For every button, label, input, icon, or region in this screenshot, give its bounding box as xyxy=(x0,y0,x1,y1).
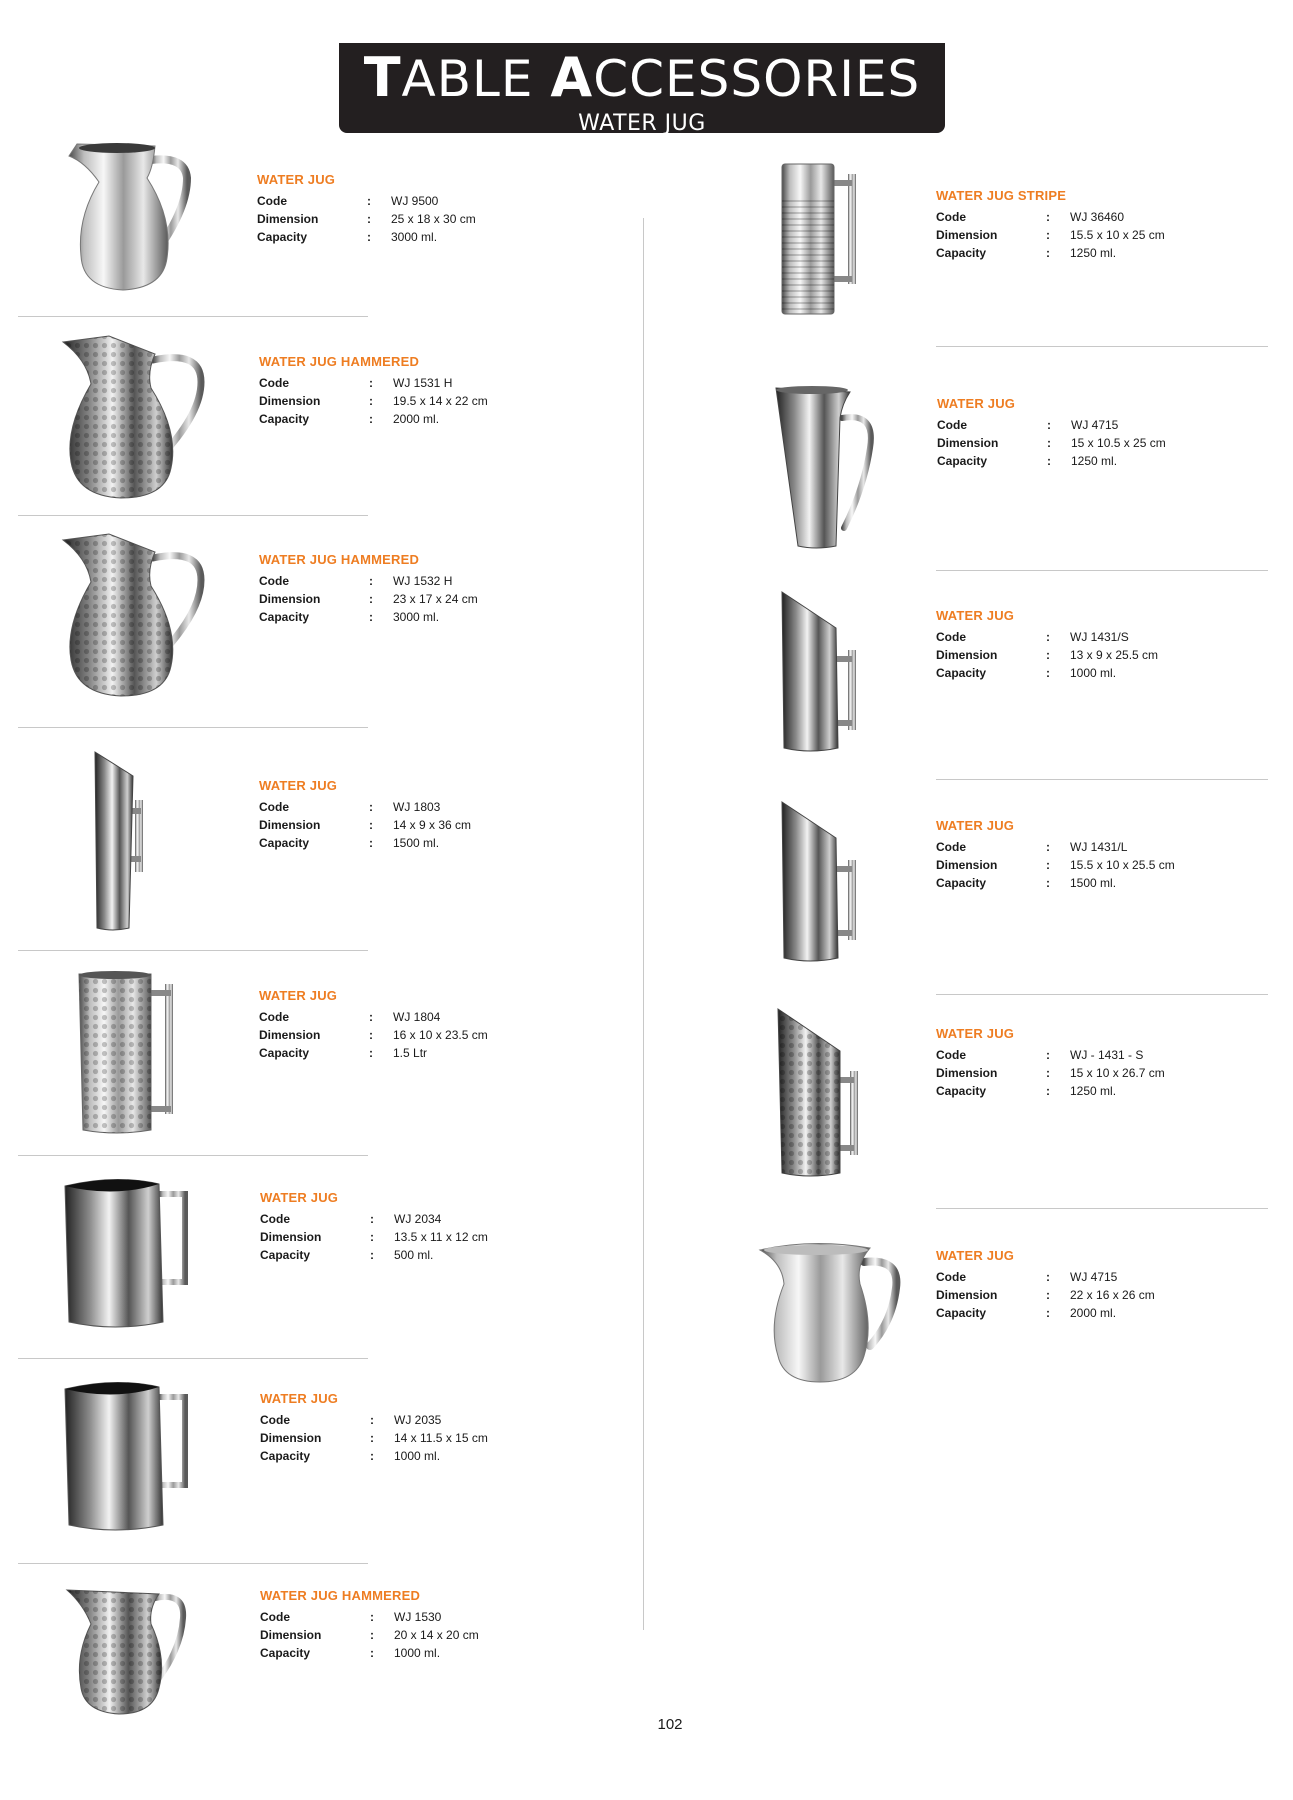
separator: : xyxy=(1046,630,1050,644)
capacity-row xyxy=(260,1449,441,1467)
water-jug-slim-image xyxy=(55,748,205,938)
capacity-label: Capacity xyxy=(259,610,310,624)
dimension-label: Dimension xyxy=(936,648,998,662)
product-name: WATER JUG xyxy=(936,1026,1015,1041)
title-initial-a: A xyxy=(550,46,594,109)
code-label: Code xyxy=(937,418,967,432)
capacity-value: 1500 ml. xyxy=(1070,876,1117,890)
code-label: Code xyxy=(260,1212,290,1226)
dimension-row xyxy=(260,1628,479,1646)
separator: : xyxy=(370,1646,374,1660)
separator: : xyxy=(1046,840,1050,854)
separator: : xyxy=(370,1628,374,1642)
capacity-label: Capacity xyxy=(260,1449,311,1463)
separator: : xyxy=(370,1212,374,1226)
row-divider xyxy=(18,1155,368,1156)
product-card xyxy=(760,798,1293,998)
dimension-label: Dimension xyxy=(936,858,998,872)
code-value: WJ - 1431 - S xyxy=(1070,1048,1144,1062)
separator: : xyxy=(1046,210,1050,224)
product-card xyxy=(55,530,655,730)
separator: : xyxy=(370,1449,374,1463)
code-label: Code xyxy=(260,1413,290,1427)
code-row xyxy=(936,840,1128,858)
separator: : xyxy=(1046,1066,1050,1080)
dimension-value: 15.5 x 10 x 25.5 cm xyxy=(1070,858,1175,872)
capacity-label: Capacity xyxy=(260,1248,311,1262)
dimension-value: 15 x 10 x 26.7 cm xyxy=(1070,1066,1165,1080)
water-jug-angled-hammered-image xyxy=(760,1005,880,1180)
code-row xyxy=(936,1048,1144,1066)
dimension-value: 19.5 x 14 x 22 cm xyxy=(393,394,488,408)
code-value: WJ 4715 xyxy=(1070,1270,1118,1284)
row-divider xyxy=(936,346,1268,347)
capacity-row xyxy=(936,876,1117,894)
title-part-2: CCESSORIES xyxy=(593,50,921,108)
separator: : xyxy=(1046,1270,1050,1284)
product-name: WATER JUG xyxy=(936,1248,1015,1263)
dimension-row xyxy=(259,394,488,412)
separator: : xyxy=(367,230,371,244)
separator: : xyxy=(369,1046,373,1060)
dimension-label: Dimension xyxy=(259,592,321,606)
capacity-label: Capacity xyxy=(936,666,987,680)
row-divider xyxy=(936,779,1268,780)
separator: : xyxy=(370,1230,374,1244)
dimension-label: Dimension xyxy=(257,212,319,226)
separator: : xyxy=(1046,228,1050,242)
water-jug-angled-image xyxy=(760,798,880,963)
separator: : xyxy=(370,1610,374,1624)
separator: : xyxy=(369,394,373,408)
separator: : xyxy=(1046,1288,1050,1302)
dimension-label: Dimension xyxy=(259,1028,321,1042)
product-name: WATER JUG STRIPE xyxy=(936,188,1067,203)
dimension-value: 14 x 9 x 36 cm xyxy=(393,818,472,832)
product-name: WATER JUG xyxy=(260,1391,339,1406)
separator: : xyxy=(1046,246,1050,260)
row-divider xyxy=(18,727,368,728)
capacity-row xyxy=(936,666,1117,684)
separator: : xyxy=(1047,418,1051,432)
separator: : xyxy=(367,194,371,208)
dimension-label: Dimension xyxy=(936,228,998,242)
code-value: WJ 4715 xyxy=(1071,418,1119,432)
separator: : xyxy=(1046,858,1050,872)
code-label: Code xyxy=(260,1610,290,1624)
product-card xyxy=(760,588,1293,788)
dimension-label: Dimension xyxy=(936,1066,998,1080)
code-value: WJ 9500 xyxy=(391,194,439,208)
separator: : xyxy=(370,1413,374,1427)
dimension-label: Dimension xyxy=(260,1431,322,1445)
capacity-row xyxy=(257,230,438,248)
row-divider xyxy=(18,1563,368,1564)
code-label: Code xyxy=(936,210,966,224)
product-name: WATER JUG xyxy=(259,778,338,793)
capacity-row xyxy=(259,610,440,628)
code-row xyxy=(259,376,453,394)
separator: : xyxy=(369,818,373,832)
water-jug-hammered-image xyxy=(55,530,205,700)
separator: : xyxy=(1046,876,1050,890)
row-divider xyxy=(936,994,1268,995)
code-row xyxy=(260,1212,442,1230)
code-label: Code xyxy=(936,840,966,854)
dimension-value: 22 x 16 x 26 cm xyxy=(1070,1288,1155,1302)
product-card xyxy=(760,158,1293,358)
code-label: Code xyxy=(936,1270,966,1284)
code-value: WJ 1804 xyxy=(393,1010,441,1024)
code-row xyxy=(936,1270,1118,1288)
capacity-row xyxy=(259,836,440,854)
product-name: WATER JUG HAMMERED xyxy=(259,354,420,369)
capacity-label: Capacity xyxy=(259,836,310,850)
dimension-row xyxy=(260,1431,488,1449)
capacity-value: 1000 ml. xyxy=(394,1449,441,1463)
capacity-label: Capacity xyxy=(936,1084,987,1098)
dimension-row xyxy=(259,1028,488,1046)
capacity-value: 2000 ml. xyxy=(393,412,440,426)
dimension-value: 15 x 10.5 x 25 cm xyxy=(1071,436,1166,450)
separator: : xyxy=(1047,454,1051,468)
capacity-value: 1000 ml. xyxy=(394,1646,441,1660)
dimension-label: Dimension xyxy=(259,818,321,832)
capacity-value: 1250 ml. xyxy=(1070,1084,1117,1098)
separator: : xyxy=(370,1431,374,1445)
product-card xyxy=(55,1375,655,1575)
code-row xyxy=(936,630,1129,648)
row-divider xyxy=(18,316,368,317)
separator: : xyxy=(1047,436,1051,450)
dimension-row xyxy=(936,648,1159,666)
product-name: WATER JUG HAMMERED xyxy=(260,1588,421,1603)
dimension-value: 15.5 x 10 x 25 cm xyxy=(1070,228,1165,242)
capacity-value: 1500 ml. xyxy=(393,836,440,850)
separator: : xyxy=(369,412,373,426)
dimension-value: 20 x 14 x 20 cm xyxy=(394,1628,479,1642)
code-value: WJ 1531 H xyxy=(393,376,453,390)
dimension-row xyxy=(259,818,472,836)
product-card xyxy=(55,1578,655,1778)
separator: : xyxy=(369,610,373,624)
code-label: Code xyxy=(259,800,289,814)
capacity-value: 1000 ml. xyxy=(1070,666,1117,680)
capacity-label: Capacity xyxy=(937,454,988,468)
code-label: Code xyxy=(259,574,289,588)
dimension-row xyxy=(936,1288,1155,1306)
row-divider xyxy=(18,1358,368,1359)
capacity-row xyxy=(937,454,1118,472)
dimension-label: Dimension xyxy=(937,436,999,450)
capacity-label: Capacity xyxy=(259,1046,310,1060)
product-name: WATER JUG xyxy=(257,172,336,187)
product-card xyxy=(55,138,655,338)
code-label: Code xyxy=(257,194,287,208)
dimension-row xyxy=(257,212,476,230)
code-label: Code xyxy=(259,1010,289,1024)
dimension-row xyxy=(260,1230,488,1248)
capacity-label: Capacity xyxy=(936,246,987,260)
code-label: Code xyxy=(936,630,966,644)
code-value: WJ 1803 xyxy=(393,800,441,814)
water-jug-mug-image xyxy=(55,1172,205,1332)
capacity-value: 2000 ml. xyxy=(1070,1306,1117,1320)
product-name: WATER JUG xyxy=(936,608,1015,623)
water-jug-hammered-image xyxy=(55,332,205,502)
water-jug-mug-image xyxy=(55,1375,205,1535)
code-label: Code xyxy=(936,1048,966,1062)
dimension-label: Dimension xyxy=(260,1628,322,1642)
code-row xyxy=(260,1610,442,1628)
separator: : xyxy=(369,1010,373,1024)
dimension-row xyxy=(937,436,1166,454)
code-value: WJ 1532 H xyxy=(393,574,453,588)
code-value: WJ 2034 xyxy=(394,1212,442,1226)
separator: : xyxy=(369,836,373,850)
row-divider xyxy=(18,950,368,951)
code-label: Code xyxy=(259,376,289,390)
separator: : xyxy=(1046,1306,1050,1320)
product-name: WATER JUG xyxy=(260,1190,339,1205)
capacity-value: 3000 ml. xyxy=(391,230,438,244)
capacity-label: Capacity xyxy=(260,1646,311,1660)
separator: : xyxy=(1046,1084,1050,1098)
separator: : xyxy=(367,212,371,226)
capacity-label: Capacity xyxy=(936,876,987,890)
separator: : xyxy=(370,1248,374,1262)
page-header xyxy=(339,43,945,136)
capacity-row xyxy=(259,412,440,430)
water-jug-stripe-image xyxy=(760,158,880,318)
dimension-row xyxy=(936,228,1165,246)
capacity-row xyxy=(936,1306,1117,1324)
dimension-label: Dimension xyxy=(936,1288,998,1302)
product-card xyxy=(55,748,655,948)
title-part-1: ABLE xyxy=(401,50,551,108)
separator: : xyxy=(369,800,373,814)
product-card xyxy=(760,1005,1293,1205)
separator: : xyxy=(369,592,373,606)
code-value: WJ 1431/S xyxy=(1070,630,1129,644)
separator: : xyxy=(1046,666,1050,680)
dimension-row xyxy=(936,858,1175,876)
code-value: WJ 2035 xyxy=(394,1413,442,1427)
page-title xyxy=(339,43,945,109)
row-divider xyxy=(18,515,368,516)
capacity-label: Capacity xyxy=(259,412,310,426)
row-divider xyxy=(936,1208,1268,1209)
product-card xyxy=(55,968,655,1168)
product-card xyxy=(752,1238,1293,1438)
water-jug-hammered-tall-image xyxy=(55,968,205,1138)
dimension-value: 13.5 x 11 x 12 cm xyxy=(394,1230,488,1244)
code-value: WJ 36460 xyxy=(1070,210,1125,224)
capacity-value: 1.5 Ltr xyxy=(393,1046,428,1060)
capacity-value: 500 ml. xyxy=(394,1248,434,1262)
capacity-value: 1250 ml. xyxy=(1070,246,1117,260)
page-number: 102 xyxy=(657,1716,683,1733)
water-jug-hammered-image xyxy=(55,1578,205,1718)
row-divider xyxy=(936,570,1268,571)
separator: : xyxy=(369,574,373,588)
product-name: WATER JUG HAMMERED xyxy=(259,552,420,567)
dimension-value: 16 x 10 x 23.5 cm xyxy=(393,1028,488,1042)
code-row xyxy=(257,194,439,212)
capacity-row xyxy=(260,1646,441,1664)
code-row xyxy=(259,574,453,592)
water-jug-bell-image xyxy=(752,1238,902,1388)
separator: : xyxy=(1046,648,1050,662)
code-row xyxy=(260,1413,442,1431)
water-jug-image xyxy=(55,138,205,298)
code-value: WJ 1431/L xyxy=(1070,840,1128,854)
code-row xyxy=(259,800,441,818)
code-row xyxy=(937,418,1119,436)
page-subtitle: WATER JUG xyxy=(578,111,706,136)
dimension-value: 13 x 9 x 25.5 cm xyxy=(1070,648,1159,662)
dimension-value: 23 x 17 x 24 cm xyxy=(393,592,478,606)
separator: : xyxy=(1046,1048,1050,1062)
dimension-value: 25 x 18 x 30 cm xyxy=(391,212,476,226)
water-jug-angled-image xyxy=(760,588,880,753)
code-row xyxy=(259,1010,441,1028)
capacity-row xyxy=(936,1084,1117,1102)
capacity-value: 1250 ml. xyxy=(1071,454,1118,468)
water-jug-tapered-image xyxy=(760,378,880,553)
code-row xyxy=(936,210,1125,228)
capacity-value: 3000 ml. xyxy=(393,610,440,624)
code-value: WJ 1530 xyxy=(394,1610,442,1624)
separator: : xyxy=(369,376,373,390)
product-name: WATER JUG xyxy=(936,818,1015,833)
capacity-row xyxy=(260,1248,434,1266)
capacity-row xyxy=(936,246,1117,264)
capacity-label: Capacity xyxy=(936,1306,987,1320)
dimension-label: Dimension xyxy=(259,394,321,408)
separator: : xyxy=(369,1028,373,1042)
title-initial-t: T xyxy=(363,46,402,109)
dimension-row xyxy=(936,1066,1165,1084)
product-name: WATER JUG xyxy=(259,988,338,1003)
product-name: WATER JUG xyxy=(937,396,1016,411)
capacity-row xyxy=(259,1046,428,1064)
product-card xyxy=(760,378,1293,578)
capacity-label: Capacity xyxy=(257,230,308,244)
dimension-label: Dimension xyxy=(260,1230,322,1244)
dimension-row xyxy=(259,592,478,610)
product-card xyxy=(55,332,655,532)
product-card xyxy=(55,1172,655,1372)
dimension-value: 14 x 11.5 x 15 cm xyxy=(394,1431,488,1445)
